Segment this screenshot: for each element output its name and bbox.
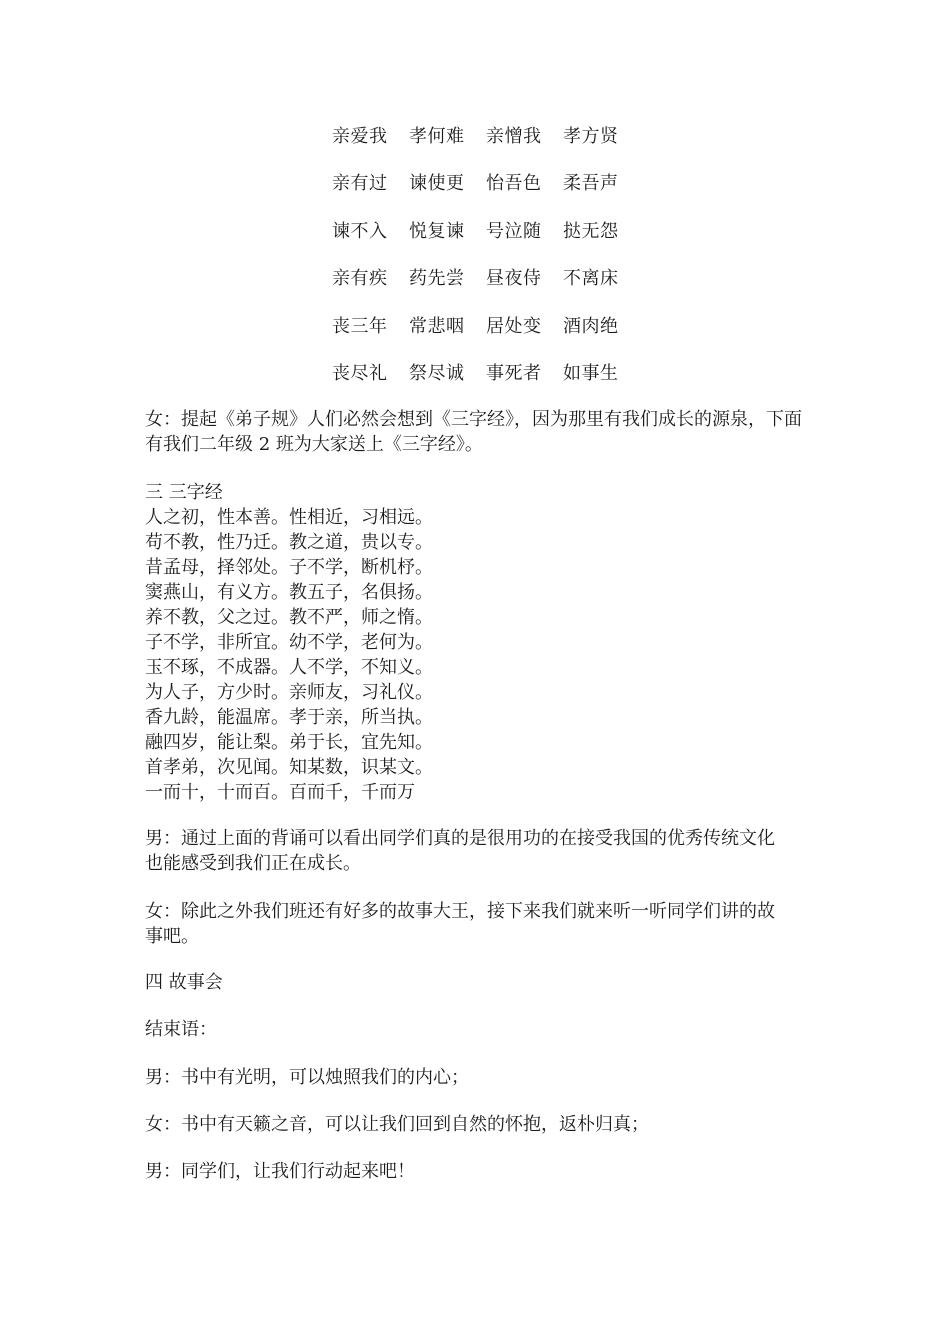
verse-cell: 孝方贤 (563, 126, 619, 147)
closing-male-line: 男：同学们，让我们行动起来吧！ (145, 1161, 415, 1182)
closing-male-line: 男：书中有光明，可以烛照我们的内心； (145, 1067, 469, 1088)
classic-line: 昔孟母，择邻处。子不学，断机杼。 (145, 557, 433, 578)
classic-line: 玉不琢，不成器。人不学，不知义。 (145, 657, 433, 678)
verse-cell: 如事生 (563, 362, 619, 384)
verse-cell: 居处变 (486, 315, 542, 337)
verse-cell: 亲爱我 (332, 126, 388, 147)
dizigui-verse-table (332, 124, 640, 408)
section-heading: 四 故事会 (145, 972, 223, 993)
verse-cell: 常悲咽 (409, 315, 465, 337)
classic-line: 子不学，非所宜。幼不学，老何为。 (145, 632, 433, 653)
classic-line: 首孝弟，次见闻。知某数，识某文。 (145, 757, 433, 778)
classic-line: 一而十，十而百。百而千，千而万 (145, 782, 415, 803)
verse-cell: 悦复谏 (409, 220, 465, 242)
classic-line: 融四岁，能让梨。弟于长，宜先知。 (145, 732, 433, 753)
male-line: 也能感受到我们正在成长。 (145, 853, 361, 874)
intro-line: 女：提起《弟子规》人们必然会想到《三字经》，因为那里有我们成长的源泉，下面 (145, 409, 802, 430)
verse-cell: 谏使更 (409, 173, 465, 195)
verse-cell: 号泣随 (486, 220, 542, 242)
closing-female-line: 女：书中有天籁之音，可以让我们回到自然的怀抱，返朴归真； (145, 1114, 649, 1135)
verse-row (332, 219, 640, 266)
verse-cell: 祭尽诚 (409, 362, 465, 384)
verse-cell: 孝何难 (409, 126, 465, 147)
verse-cell: 亲有过 (332, 173, 388, 195)
verse-cell: 昼夜侍 (486, 268, 542, 290)
verse-cell: 谏不入 (332, 220, 388, 242)
verse-cell: 事死者 (486, 362, 542, 384)
verse-row (332, 361, 640, 408)
classic-line: 为人子，方少时。亲师友，习礼仪。 (145, 682, 433, 703)
verse-row (332, 124, 640, 171)
verse-row (332, 171, 640, 218)
female-line: 事吧。 (145, 926, 199, 947)
verse-cell: 亲憎我 (486, 126, 542, 147)
verse-cell: 柔吾声 (563, 173, 619, 195)
classic-line: 窦燕山，有义方。教五子，名俱扬。 (145, 582, 433, 603)
verse-row (332, 266, 640, 313)
female-line: 女：除此之外我们班还有好多的故事大王，接下来我们就来听一听同学们讲的故 (145, 901, 775, 922)
classic-line: 养不教，父之过。教不严，师之惰。 (145, 607, 433, 628)
verse-cell: 酒肉绝 (563, 315, 619, 337)
male-paragraph (145, 826, 815, 876)
female-paragraph (145, 899, 815, 949)
classic-line: 香九龄，能温席。孝于亲，所当执。 (145, 707, 433, 728)
section-heading: 三 三字经 (145, 482, 223, 503)
verse-cell: 亲有疾 (332, 268, 388, 290)
intro-line: 有我们二年级 2 班为大家送上《三字经》。 (145, 434, 483, 455)
intro-paragraph (145, 407, 815, 457)
classic-line: 人之初，性本善。性相近，习相远。 (145, 507, 433, 528)
verse-cell: 怡吾色 (486, 173, 542, 195)
closing-heading: 结束语： (145, 1019, 217, 1040)
verse-cell: 丧尽礼 (332, 362, 388, 384)
sanzijing-section (145, 480, 815, 805)
male-line: 男：通过上面的背诵可以看出同学们真的是很用功的在接受我国的优秀传统文化 (145, 828, 775, 849)
verse-cell: 不离床 (563, 268, 619, 290)
verse-cell: 挞无怨 (563, 220, 619, 242)
verse-cell: 药先尝 (409, 268, 465, 290)
verse-cell: 丧三年 (332, 315, 388, 337)
verse-row (332, 314, 640, 361)
classic-line: 苟不教，性乃迁。教之道，贵以专。 (145, 532, 433, 553)
